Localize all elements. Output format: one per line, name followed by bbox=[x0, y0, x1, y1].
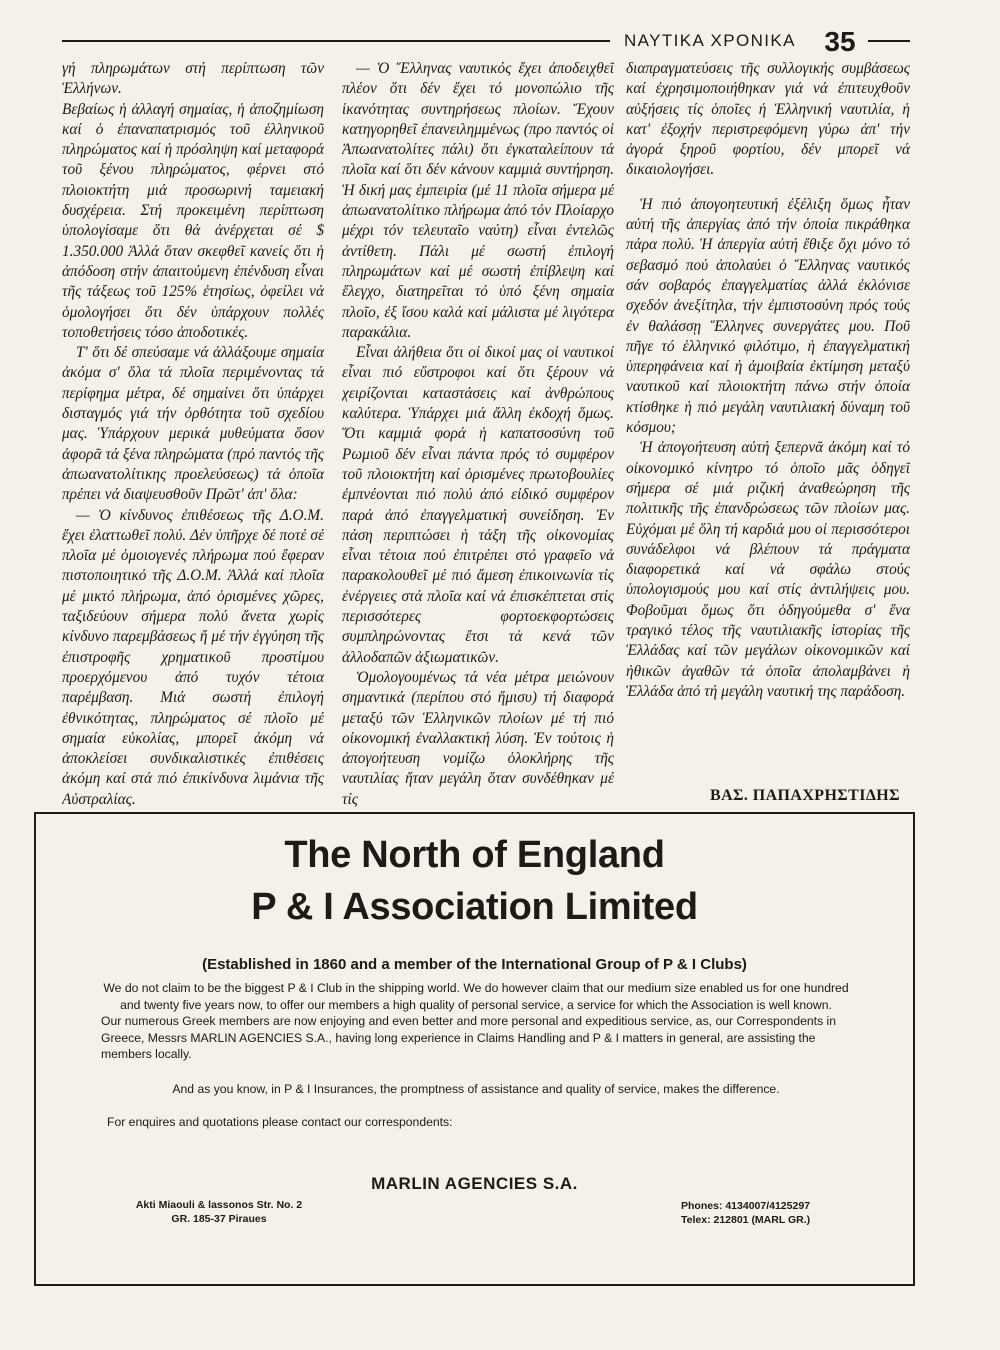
ad-body bbox=[101, 980, 851, 1130]
magazine-title: ΝΑΥΤΙΚΑ ΧΡΟΝΙΚΑ bbox=[624, 31, 796, 50]
article-paragraph: Τ' ὅτι δέ σπεύσαμε νά ἀλλάξουμε σημαία ἀκόμα σ' ὅλα τά πλοῖα περιμένοντας τά περίφημα μέτρα, δέ σημαίνει ὅτι ὑπάρχει δισταγμός γιά τήν ὀρθότητα τοῦ σχεδίου μας. Ὑπάρχουν μερικά μυθεύματα ὅσον ἀφορᾶ τά ξένα πληρώματα (πρό παντός τῆς ἀπωανατολίτικης προελεύσεως) τά ὁποῖα πρέπει νά διαψευσθοῦν Πρῶτ' ἀπ' ὅλα: bbox=[62, 344, 324, 504]
ad-address-line-2: GR. 185-37 Piraues bbox=[171, 1213, 267, 1225]
article-paragraph: Εἶναι ἀλήθεια ὅτι οἱ δικοί μας οἱ ναυτικοί εἶναι πιό εὔστροφοι καί ὅτι ξέρουν νά χειρίζονται καταστάσεις καί ἀνθρώπους καλύτερα. Ὑπάρχει μιά ἄλλη ἐκδοχή ὅμως. Ὅτι καμμιά φορά ἡ καπατσοσύνη τοῦ Ρωμιοῦ δέν εἶναι πάντα πρός τό συμφέρον τοῦ πλοιοκτήτη καί ὁρισμένες πρωτοβουλίες ἐμπνέονται πιό πολύ ἀπό εἰδικό συμφέρον παρά ἀπό ἐπαγγελματική συνείδηση. Ἐν πάση περιπτώσει ἡ τάξη τῆς οἰκονομίας εἶναι τέτοια πού ἐπιτρέπει στό γραφεῖο νά παρακολουθεῖ μέ πιό ἄμεση ἐπικοινωνία τίς ἐνέργειες στά πλοῖα καί νά ἐπισκέπτεται στίς περισσότερες φορτοεκφορτώσεις συμπληρώνοντας ἔτσι τά κενά τῶν ἀλλοδαπῶν ἀξιωματικῶν. bbox=[342, 344, 614, 666]
header-rule-right bbox=[868, 40, 910, 42]
article-column-3 bbox=[626, 59, 910, 702]
article-paragraph: — Ὁ Ἕλληνας ναυτικός ἔχει ἀποδειχθεῖ πλέον ὅτι δέν ἔχει τό μονοπώλιο τῆς ἱκανότητας συντηρήσεως πλοίων. Ἔχουν κατηγορηθεῖ ἐπανειλημμένως (προ παντός οἱ Ἀπωανατολίτες πάλι) ὅτι ἐγκαταλείπουν τά πλοῖα καί ὅτι δέν κάνουν καμμιά συντήρηση. Ἡ δική μας ἐμπειρία (μέ 11 πλοῖα σήμερα μέ ἀπωανατολίτικο πλήρωμα ἀπό τόν Πλοίαρχο μέχρι τόν τελευταῖο ναύτη) εἶναι ἐντελῶς ἀντίθετη. Πάλι μέ σωστή ἐπιλογή πληρωμάτων καί μέ σωστή ἐπίβλεψη καί ἔλεγχο, διατηρεῖται τό ὑπό ξένη σημαία πλοῖο, ἐξ ἴσου καλά καί μάλιστα μέ λιγότερα παρακάλια. bbox=[342, 60, 614, 341]
ad-phones: Phones: 4134007/4125297 bbox=[681, 1200, 811, 1212]
ad-paragraph-4: For enquires and quotations please contact our correspondents: bbox=[107, 1114, 453, 1129]
ad-address-line-1: Akti Miaouli & lassonos Str. No. 2 bbox=[135, 1199, 303, 1211]
article-paragraph: Ἡ ἀπογοήτευση αὐτή ξεπερνᾶ ἀκόμη καί τό οἰκονομικό κίνητρο τό ὁποῖο μᾶς ὁδηγεῖ σήμερα σέ μιά ριζική ἀναθεώρηση τῆς πολιτικῆς τῆς ἐπανδρώσεως τῶν πλοίων μας. Εὐχόμαι μέ ὅλη τή καρδιά μου οἱ περισσότεροι συνάδελφοι νά βλέπουν τά πράγματα διαφορετικά καί νά σφάλω στούς ὑπολογισμούς μου καί στίς ἀντιλήψεις μου. Φοβοῦμαι ὅμως ὅτι ὁδηγούμεθα σ' ἕνα τραγικό τέλος τῆς ναυτιλιακῆς ἱστορίας τῆς Ἑλλάδας καί τῶν μεγάλων οἰκονομικῶν καί ἠθικῶν ἀγαθῶν τά ὁποῖα ἀπολαμβάνει ἡ Ἑλλάδα ἀπό τή μεγάλη ναυτική της παράδοση. bbox=[626, 439, 910, 700]
article-column-1 bbox=[62, 59, 324, 810]
page-number: 35 bbox=[824, 26, 856, 57]
ad-subtitle: (Established in 1860 and a member of the International Group of P & I Clubs) bbox=[202, 956, 747, 973]
author-signature: ΒΑΣ. ΠΑΠΑΧΡΗΣΤΙΔΗΣ bbox=[710, 787, 900, 804]
article-paragraph: Ὁμολογουμένως τά νέα μέτρα μειώνουν σημαντικά (περίπου στό ἥμισυ) τή διαφορά μεταξύ τῶν Ἑλληνικῶν πλοίων μέ τή πιό οἰκονομική ἐναλλακτική λύση. Ἐν τούτοις ἡ ἀπογοήτευση νομίζω ὁλοκλήρης τῆς ναυτιλίας ἤταν μεγάλη ὅταν συνδέθηκαν μέ τίς bbox=[342, 668, 614, 808]
advertisement-box bbox=[34, 812, 915, 1286]
ad-paragraph-2: Our numerous Greek members are now enjoying and even better and more personal and expeditious service, as, our Correspondents in Greece, Messrs MARLIN AGENCIES S.A., having long experience in Claims Handling and P & I matters in general, are assisting the members locally. bbox=[101, 1014, 837, 1062]
article-paragraph: διαπραγματεύσεις τῆς συλλογικής συμβάσεως καί ἐχρησιμοποιήθηκαν γιά νά ἐπιτευχθοῦν αὐξήσεις τίς ὁποῖες ἡ Ἑλληνική ναυτιλία, ἡ κατ' ἐξοχήν περιστρεφόμενη γύρω ἀπ' τήν ἀγορά ξηροῦ φορτίου, δέν μπορεῖ νά δικαιολογήσει. bbox=[626, 60, 910, 179]
ad-title-line-1: The North of England bbox=[284, 834, 665, 876]
ad-company-name: MARLIN AGENCIES S.A. bbox=[371, 1174, 578, 1193]
ad-paragraph-1: We do not claim to be the biggest P & I Club in the shipping world. We do however claim that our medium size enabled us for one hundred and twenty five years now, to offer our members a high quality of personal service, a service for which the Association is well known. bbox=[103, 981, 849, 1012]
article-paragraph: Ἡ πιό ἀπογοητευτική ἐξέλιξη ὅμως ἦταν αὐτή τῆς ἀπεργίας ἀπό τήν ὁποία πικράθηκα πάρα πολύ. Ἡ ἀπεργία αὐτή ἔθιξε ὄχι μόνο τό σεβασμό πού ἀπολαύει ὁ Ἕλληνας ναυτικός σάν σοβαρός ἐπαγγελματίας ἀλλά ἐκλόνισε σχεδόν ἀνεξίτηλα, τήν ἐμπιστοσύνη πρός τούς ἐν θαλάσσῃ Ἕλληνες συνεργάτες μου. Ποῦ πῆγε τό ἑλληνικό φιλότιμο, ἡ ἐπαγγελματική ὑπερηφάνεια καί ἡ ἀμοιβαία ἐκτίμηση μεταξύ ναυτικοῦ καί πλοιοκτήτη πάνω στήν ὁποία κτίσθηκε ἡ πιό μεγάλη ναυτιλιακή δύναμη τοῦ κόσμου; bbox=[626, 195, 910, 437]
ad-title-line-2: P & I Association Limited bbox=[251, 886, 698, 928]
article-paragraph: Βεβαίως ἡ ἀλλαγή σημαίας, ἡ ἀποζημίωση καί ὁ ἐπαναπατρισμός τοῦ ἑλληνικοῦ πληρώματος καί ἡ πρόσληψη καί μεταφορά τοῦ ξένου πληρώματος, φέρνει στό πλοιοκτήτη μιά προσωρινή ταμειακή δυσχέρεια. Στή προκειμένη περίπτωση ὑπολογίσαμε ὅτι θά ἀνέρχεται σέ $ 1.350.000 Ἀλλά ὅταν σκεφθεῖ κανείς ὅτι ἡ ἀπόδοση στήν ἀπαιτούμενη ἐπένδυση εἶναι τῆς τάξεως τοῦ 125% ἐτησίως, ὀφείλει νά ὁμολογήσει ὅτι δέν ὑπάρχουν πολλές τοποθετήσεις τόσο ἀποδοτικές. bbox=[62, 100, 324, 341]
article-column-2 bbox=[342, 59, 614, 810]
article-paragraph: γή πληρωμάτων στή περίπτωση τῶν Ἑλλήνων. bbox=[62, 60, 324, 98]
ad-paragraph-3: And as you know, in P & I Insurances, the promptness of assistance and quality of service, makes the difference. bbox=[172, 1081, 780, 1096]
ad-contact bbox=[681, 1199, 871, 1227]
article-paragraph: — Ὁ κίνδυνος ἐπιθέσεως τῆς Δ.Ο.Μ. ἔχει ἐλαττωθεῖ πολύ. Δέν ὑπῆρχε δέ ποτέ σέ πλοῖα μέ ὁμοιογενές πλήρωμα πού ἔφεραν πιστοποιητικό τῆς Δ.Ο.Μ. Ἀλλά καί πλοῖα μέ μικτό πλήρωμα, ἀπό ὁρισμένες χῶρες, ταξιδεύουν σήμερα πολύ ἄνετα χωρίς κίνδυνο παρεμβάσεως ἤ μέ τήν ἐγγύηση τῆς ἐπιστροφῆς χρηματικοῦ προστίμου προερχόμενου ἀπό τυχόν τέτοια παρέμβαση. Μιά σωστή ἐπιλογή ἐθνικότητας, πληρώματος σέ πλοῖο μέ σημαία εὐκολίας, μπορεῖ ἀκόμη νά ἀποκλείσει συνδικαλιστικές ἐπιθέσεις ἀκόμη καί στά πιό ἐπικίνδυνα λιμάνια τῆς Αὐστραλίας. bbox=[62, 506, 324, 808]
ad-telex: Telex: 212801 (MARL GR.) bbox=[681, 1214, 811, 1226]
ad-address bbox=[104, 1198, 334, 1226]
header-rule-left bbox=[62, 40, 610, 42]
